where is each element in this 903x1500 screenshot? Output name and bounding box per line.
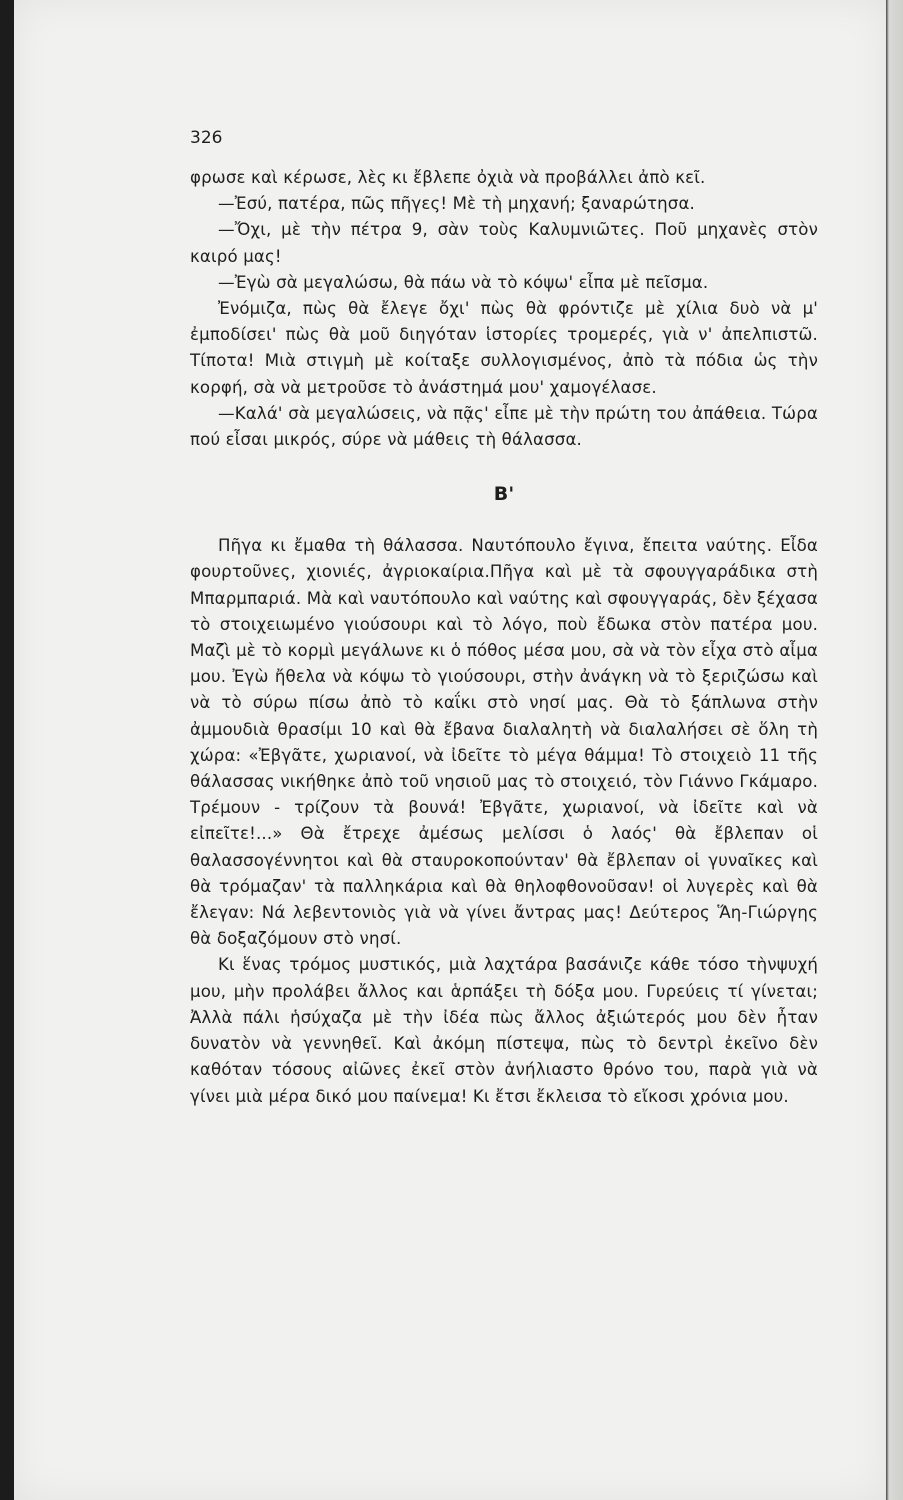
page-text	[190, 165, 818, 1110]
paragraph: —Ἐσύ, πατέρα, πῶς πῆγες! Μὲ τὴ μηχανή; ξαναρώτησα.	[218, 194, 695, 214]
section-heading: Β'	[493, 483, 515, 506]
paragraph: —Καλά' σὰ μεγαλώσεις, νὰ πᾷς' εἶπε μὲ τὴν πρώτη του ἀπάθεια. Τώρα πού εἶσαι μικρός, σύρε νὰ μάθεις τὴ θάλασσα.	[190, 403, 818, 450]
paragraph: Ἐνόμιζα, πὼς θὰ ἔλεγε ὄχι' πὼς θὰ φρόντιζε μὲ χίλια δυὸ νὰ μ' ἐμποδίσει' πὼς θὰ μοῦ διηγόταν ἱστορίες τρομερές, γιὰ ν' ἀπελπιστῶ. Τίποτα! Μιὰ στιγμὴ μὲ κοίταξε συλλογισμένος, ἀπὸ τὰ πόδια ὡς τὴν κορφή, σὰ νὰ μετροῦσε τὸ ἀνάστημά μου' χαμογέλασε.	[190, 299, 818, 397]
paragraph: Κι ἕνας τρόμος μυστικός, μιὰ λαχτάρα βασάνιζε κάθε τόσο τὴνψυχή μου, μὴν προλάβει ἄλλος και ἁρπάξει τὴ δόξα μου. Γυρεύεις τί γίνεται; Ἀλλὰ πάλι ἡσύχαζα μὲ τὴν ἰδέα πὼς ἄλλος ἀξιώτερός μου δὲν ἦταν δυνατὸν νὰ γεννηθεῖ. Καὶ ἀκόμη πίστεψα, πὼς τὸ δεντρὶ ἐκεῖνο δὲν καθόταν τόσους αἰῶνες ἐκεῖ στὸν ἀνήλιαστο θρόνο του, παρὰ γιὰ νὰ γίνει μιὰ μέρα δικό μου παίνεμα! Κι ἔτσι ἔκλεισα τὸ εἴκοσι χρόνια μου.	[190, 955, 818, 1106]
page-number: 326	[190, 128, 223, 148]
paragraph: —Ὄχι, μὲ τὴν πέτρα 9, σὰν τοὺς Καλυμνιῶτες. Ποῦ μηχανὲς στὸν καιρό μας!	[190, 220, 818, 266]
paragraph: Πῆγα κι ἔμαθα τὴ θάλασσα. Ναυτόπουλο ἔγινα, ἔπειτα ναύτης. Εἶδα φουρτοῦνες, χιονιές, ἀγριοκαίρια.Πῆγα καὶ μὲ τὰ σφουγγαράδικα στὴ Μπαρμπαριά. Μὰ καὶ ναυτόπουλο καὶ ναύτης καὶ σφουγγαράς, δὲν ξέχασα τὸ στοιχειωμένο γιούσουρι καὶ τὸ λόγο, ποὺ ἔδωκα στὸν πατέρα μου. Μαζὶ μὲ τὸ κορμὶ μεγάλωνε κι ὁ πόθος μέσα μου, σὰ νὰ τὸν εἶχα στὸ αἷμα μου. Ἐγὼ ἤθελα νὰ κόψω τὸ γιούσουρι, στὴν ἀνάγκη νὰ τὸ ξεριζώσω καὶ νὰ τὸ σύρω πίσω ἀπὸ τὸ καΐκι στὸ νησί μας. Θὰ τὸ ξάπλωνα στὴν ἀμμουδιὰ θρασίμι 10 καὶ θὰ ἔβανα διαλαλητὴ νὰ διαλαλήσει σὲ ὅλη τὴ χώρα: «Ἐβγᾶτε, χωριανοί, νὰ ἰδεῖτε τὸ μέγα θάμμα! Τὸ στοιχειὸ 11 τῆς θάλασσας νικήθηκε ἀπὸ τοῦ νησιοῦ μας τὸ στοιχειό, τὸν Γιάννο Γκάμαρο. Τρέμουν - τρίζουν τὰ βουνά! Ἐβγᾶτε, χωριανοί, νὰ ἰδεῖτε καὶ νὰ εἰπεῖτε!...» Θὰ ἔτρεχε ἀμέσως μελίσσι ὁ λαός' θὰ ἔβλεπαν οἱ θαλασσογέννητοι καὶ θὰ σταυροκοπούνταν' θὰ ἔβλεπαν οἱ γυναῖκες καὶ θὰ τρόμαζαν' τὰ παλληκάρια καὶ θὰ θηλοφθονοῦσαν! οἱ λυγερὲς καὶ θὰ ἔλεγαν: Νά λεβεντονιὸς γιὰ νὰ γίνει ἄντρας μας! Δεύτερος Ἅη-Γιώργης θὰ δοξαζόμουν στὸ νησί.	[190, 536, 818, 949]
page-edge	[886, 0, 903, 1500]
paragraph: —Ἐγὼ σὰ μεγαλώσω, θὰ πάω νὰ τὸ κόψω' εἶπα μὲ πεῖσμα.	[218, 272, 709, 292]
paragraph: φρωσε καὶ κέρωσε, λὲς κι ἔβλεπε ὀχιὰ νὰ προβάλλει ἀπὸ κεῖ.	[190, 168, 706, 187]
